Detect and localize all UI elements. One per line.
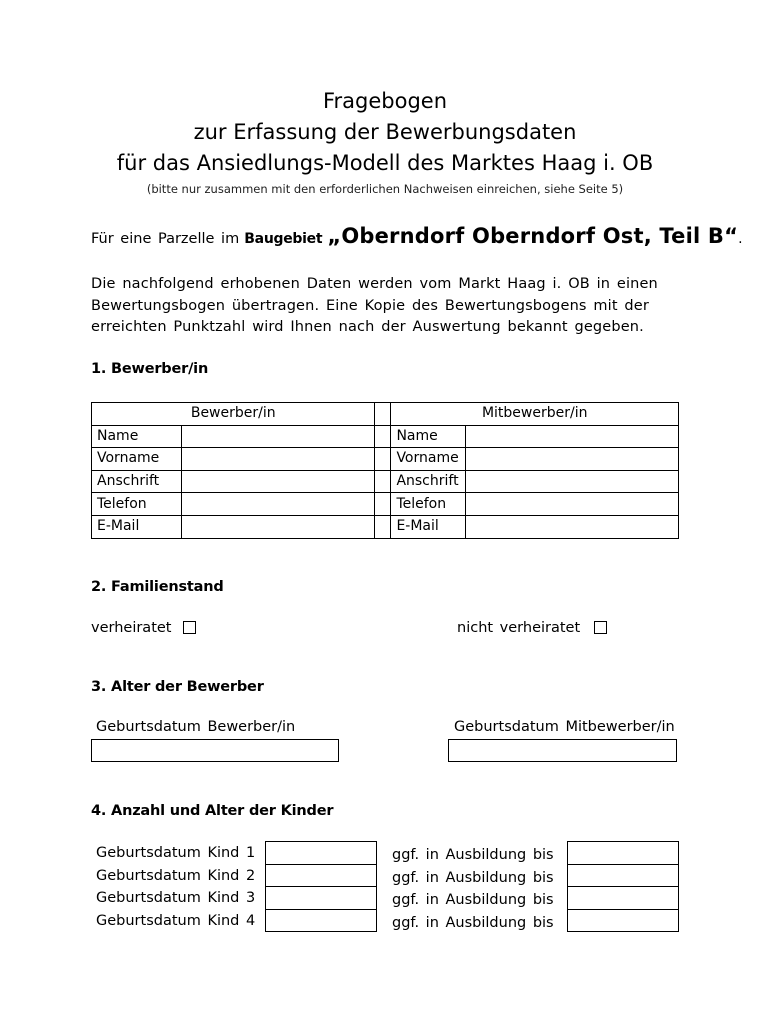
table-gap [375,493,391,516]
child-2-birthdate-field[interactable] [266,864,377,887]
submission-note: (bitte nur zusammen mit den erforderlichen Nachweisen einreichen, siehe Seite 5) [146,182,624,196]
married-label: verheiratet [91,620,172,636]
child-birth-labels [96,842,255,932]
applicant-address-field[interactable] [181,470,375,493]
form-subtitle-2: für das Ansiedlungs-Modell des Marktes Haag i. OB [116,151,654,175]
table-gap [375,425,391,448]
table-row [92,448,679,471]
birthdate-co-applicant-field[interactable] [448,739,677,762]
child-3-birth-label: Geburtsdatum Kind 3 [96,890,256,906]
applicant-name-field[interactable] [181,425,375,448]
co-applicant-email-field[interactable] [466,515,679,538]
row-label-email: E-Mail [92,515,182,538]
child-2-birth-label: Geburtsdatum Kind 2 [96,867,256,884]
child-3-training-label: ggf. in Ausbildung bis [392,892,554,908]
child-1-training-field[interactable] [568,842,679,865]
section1-heading: 1. Bewerber/in [91,361,209,377]
applicant-firstname-field[interactable] [181,448,375,471]
child-training-grid [567,841,679,932]
child-training-labels [392,844,554,934]
row-label-firstname: Vorname [391,448,466,471]
parcel-label: Baugebiet [244,231,323,247]
table-row [92,493,679,516]
table-row [92,515,679,538]
table-gap [375,448,391,471]
parcel-suffix: . [738,231,743,247]
row-label-address: Anschrift [391,470,466,493]
row-label-phone: Telefon [391,493,466,516]
unmarried-checkbox[interactable] [594,621,607,634]
child-1-birth-label: Geburtsdatum Kind 1 [96,845,256,861]
child-4-birth-label: Geburtsdatum Kind 4 [96,912,256,929]
form-title: Fragebogen [322,89,448,113]
row-label-firstname: Vorname [92,448,182,471]
intro-line-3: erreichten Punktzahl wird Ihnen nach der Auswertung bekannt gegeben. [91,319,644,335]
parcel-name: „Oberndorf Oberndorf Ost, Teil B“ [327,224,739,248]
child-2-training-label: ggf. in Ausbildung bis [392,869,554,886]
intro-paragraph [91,274,731,339]
applicant-email-field[interactable] [181,515,375,538]
section4-heading: 4. Anzahl und Alter der Kinder [91,803,334,819]
birthdate-applicant-label: Geburtsdatum Bewerber/in [96,719,296,735]
unmarried-label: nicht verheiratet [457,620,581,636]
table-gap [375,403,391,426]
married-checkbox[interactable] [183,621,196,634]
table-row [92,425,679,448]
col-header-applicant: Bewerber/in [92,403,375,426]
col-header-co-applicant: Mitbewerber/in [391,403,679,426]
child-3-training-field[interactable] [568,887,679,910]
intro-line-2: Bewertungsbogen übertragen. Eine Kopie des Bewertungsbogens mit der [91,297,649,314]
section2-heading: 2. Familienstand [91,579,224,595]
intro-line-1: Die nachfolgend erhobenen Daten werden vom Markt Haag i. OB in einen [91,276,658,292]
form-subtitle-1: zur Erfassung der Bewerbungsdaten [193,120,577,144]
co-applicant-phone-field[interactable] [466,493,679,516]
birthdate-applicant-field[interactable] [91,739,339,762]
table-gap [375,470,391,493]
table-gap [375,515,391,538]
applicants-table [91,402,679,539]
row-label-phone: Telefon [92,493,182,516]
table-row [92,470,679,493]
child-birthdate-grid [265,841,377,932]
co-applicant-firstname-field[interactable] [466,448,679,471]
row-label-name: Name [92,425,182,448]
row-label-address: Anschrift [92,470,182,493]
child-2-training-field[interactable] [568,864,679,887]
parcel-line [91,224,743,248]
co-applicant-name-field[interactable] [466,425,679,448]
parcel-prefix: Für eine Parzelle im [91,231,240,247]
child-3-birthdate-field[interactable] [266,887,377,910]
row-label-email: E-Mail [391,515,466,538]
table-header-row [92,403,679,426]
applicant-phone-field[interactable] [181,493,375,516]
child-1-training-label: ggf. in Ausbildung bis [392,847,554,863]
child-1-birthdate-field[interactable] [266,842,377,865]
child-4-training-label: ggf. in Ausbildung bis [392,914,554,931]
co-applicant-address-field[interactable] [466,470,679,493]
section3-heading: 3. Alter der Bewerber [91,679,264,695]
birthdate-co-applicant-label: Geburtsdatum Mitbewerber/in [454,719,675,735]
row-label-name: Name [391,425,466,448]
child-4-training-field[interactable] [568,909,679,932]
child-4-birthdate-field[interactable] [266,909,377,932]
